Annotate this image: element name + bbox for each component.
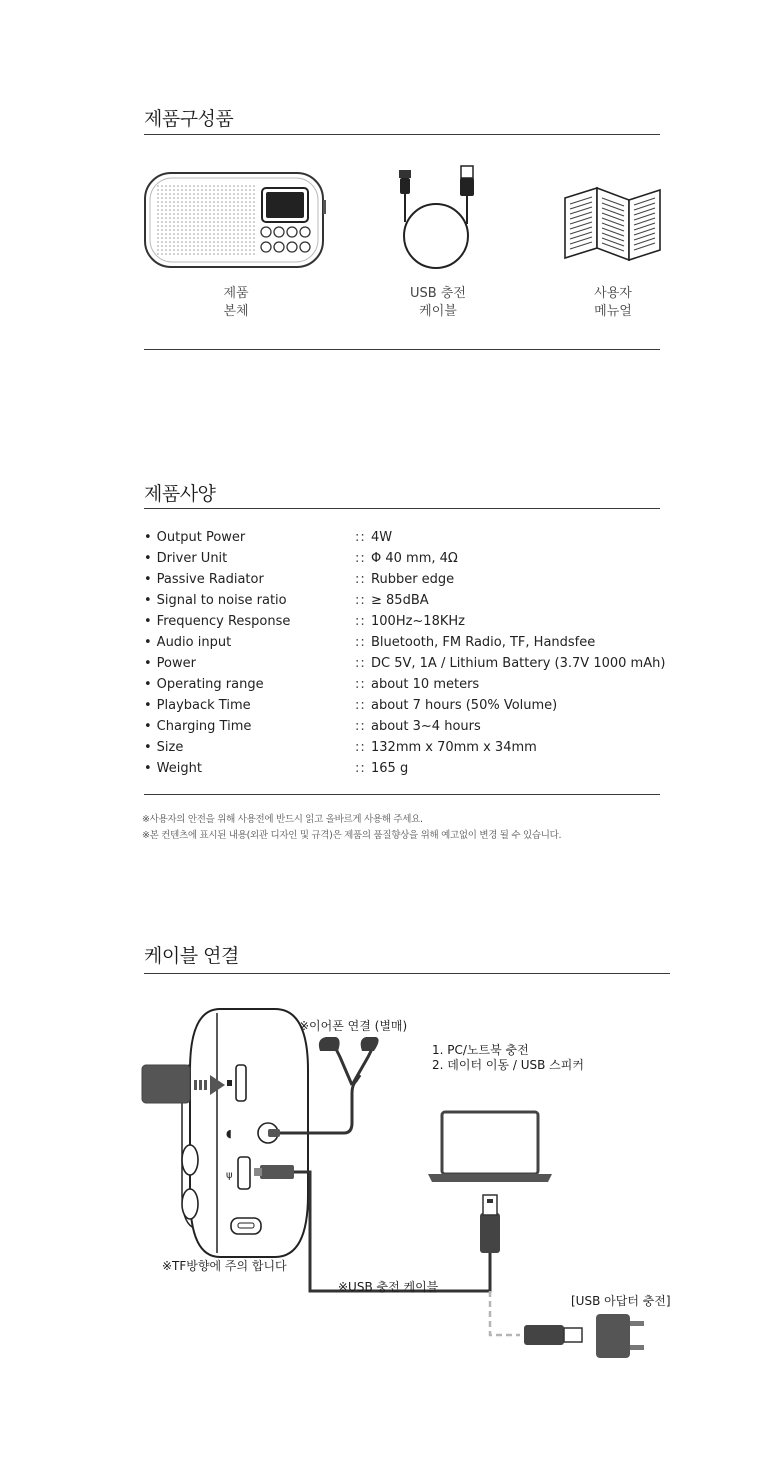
spec-label: • Driver Unit <box>144 551 227 566</box>
spec-separator: :: <box>355 614 366 629</box>
components-bottom-rule <box>144 349 660 350</box>
spec-row <box>144 572 704 593</box>
spec-value: about 10 meters <box>371 677 480 692</box>
spec-row <box>144 719 704 740</box>
spec-label: • Charging Time <box>144 719 251 734</box>
spec-row <box>144 593 704 614</box>
spec-separator: :: <box>355 656 366 671</box>
spec-row <box>144 656 704 677</box>
caption-line: 본체 <box>223 304 249 319</box>
change-notice-note: ※본 컨텐츠에 표시된 내용(외관 디자인 및 규격)은 제품의 품질향상을 위해 예고없이 변경 될 수 있습니다. <box>142 830 562 841</box>
spec-row <box>144 740 704 761</box>
spec-value: 132mm x 70mm x 34mm <box>371 740 537 755</box>
spec-separator: :: <box>355 593 366 608</box>
usb-adapter-label: [USB 아답터 충전] <box>571 1294 671 1308</box>
components-title: 제품구성품 <box>144 108 234 130</box>
spec-separator: :: <box>355 740 366 755</box>
spec-label: • Frequency Response <box>144 614 290 629</box>
svg-text:◖: ◖ <box>226 1127 232 1140</box>
spec-row <box>144 551 704 572</box>
spec-value: Φ 40 mm, 4Ω <box>371 551 458 566</box>
cable-connection-diagram <box>130 1005 690 1375</box>
spec-value: Bluetooth, FM Radio, TF, Handsfee <box>371 635 596 650</box>
connection-top-rule <box>144 973 670 974</box>
spec-separator: :: <box>355 572 366 587</box>
pc-charging-label: 1. PC/노트북 충전 <box>432 1043 529 1057</box>
spec-label: • Playback Time <box>144 698 251 713</box>
tf-direction-note: ※TF방향에 주의 합니다 <box>162 1259 287 1273</box>
connection-title: 케이블 연결 <box>144 945 239 967</box>
data-transfer-label: 2. 데이터 이동 / USB 스피커 <box>432 1058 584 1072</box>
spec-separator: :: <box>355 635 366 650</box>
earphone-connection-label: ※이어폰 연결 (별매) <box>299 1019 408 1033</box>
spec-label: • Passive Radiator <box>144 572 264 587</box>
spec-value: ≥ 85dBA <box>371 593 429 608</box>
spec-separator: :: <box>355 530 366 545</box>
spec-label: • Output Power <box>144 530 245 545</box>
svg-text:ψ: ψ <box>226 1170 233 1181</box>
speaker-device-icon <box>144 172 328 268</box>
spec-separator: :: <box>355 551 366 566</box>
spec-label: • Audio input <box>144 635 231 650</box>
spec-label: • Power <box>144 656 196 671</box>
caption-line: USB 충전 <box>410 286 466 301</box>
caption-line: 제품 <box>223 286 249 301</box>
component-caption-manual <box>533 285 693 321</box>
usb-cable-label: ※USB 충전 케이블 <box>338 1280 439 1294</box>
spec-row <box>144 614 704 635</box>
spec-row <box>144 635 704 656</box>
specs-top-rule <box>144 508 660 509</box>
spec-separator: :: <box>355 677 366 692</box>
manual-booklet-icon <box>563 188 663 262</box>
spec-label: • Signal to noise ratio <box>144 593 287 608</box>
caption-line: 케이블 <box>419 304 457 319</box>
spec-value: 4W <box>371 530 393 545</box>
caption-line: 메뉴얼 <box>594 304 632 319</box>
spec-separator: :: <box>355 698 366 713</box>
spec-label: • Weight <box>144 761 202 776</box>
spec-value: DC 5V, 1A / Lithium Battery (3.7V 1000 mAh) <box>371 656 666 671</box>
spec-value: 100Hz~18KHz <box>371 614 465 629</box>
spec-row <box>144 677 704 698</box>
spec-separator: :: <box>355 719 366 734</box>
caption-line: 사용자 <box>594 286 632 301</box>
component-caption-cable <box>358 285 518 321</box>
spec-row <box>144 698 704 719</box>
components-top-rule <box>144 134 660 135</box>
spec-row <box>144 761 704 782</box>
spec-value: about 3~4 hours <box>371 719 481 734</box>
usb-cable-icon <box>396 164 480 274</box>
spec-label: • Size <box>144 740 183 755</box>
spec-separator: :: <box>355 761 366 776</box>
spec-value: about 7 hours (50% Volume) <box>371 698 558 713</box>
spec-row <box>144 530 704 551</box>
specs-title: 제품사양 <box>144 483 216 505</box>
spec-label: • Operating range <box>144 677 264 692</box>
specs-bottom-rule <box>144 794 660 795</box>
spec-value: Rubber edge <box>371 572 455 587</box>
safety-note: ※사용자의 안전을 위해 사용전에 반드시 읽고 올바르게 사용해 주세요. <box>142 814 423 825</box>
spec-value: 165 g <box>371 761 409 776</box>
component-caption-device <box>156 285 316 321</box>
